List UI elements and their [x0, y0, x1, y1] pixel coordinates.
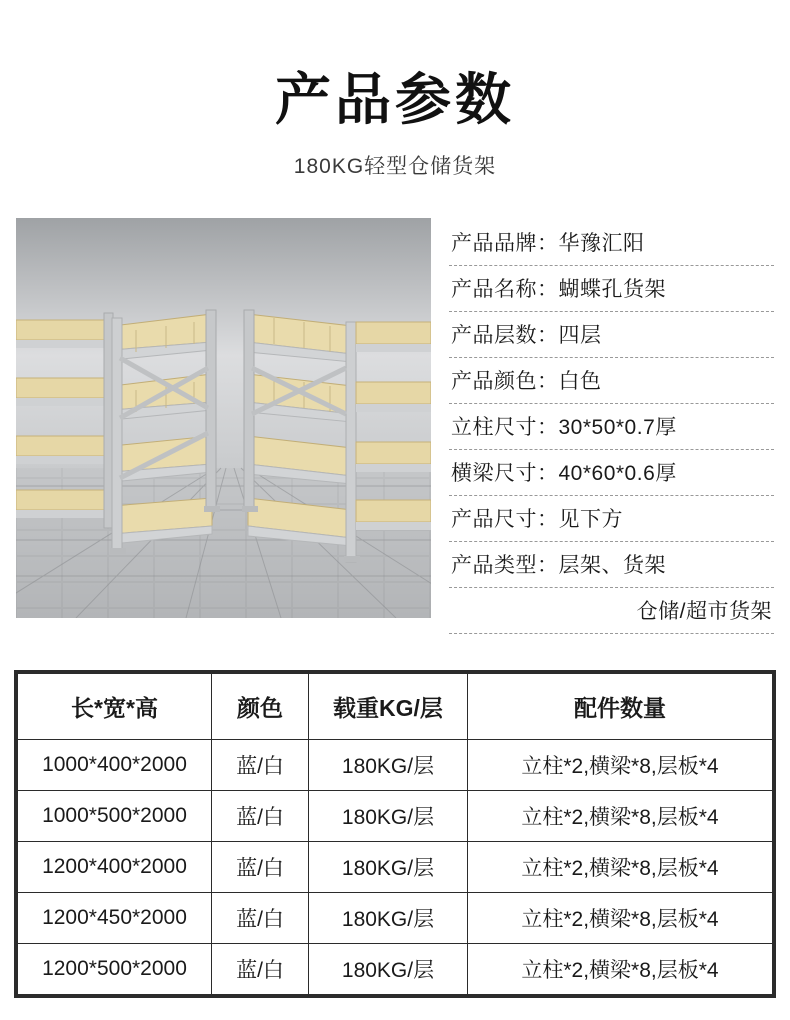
spec-row-column-size: 立柱尺寸：30*50*0.7厚: [449, 404, 774, 450]
table-header-accessories: 配件数量: [468, 674, 773, 740]
spec-row-brand: 产品品牌：华豫汇阳: [449, 220, 774, 266]
cell-load: 180KG/层: [309, 893, 468, 944]
cell-size: 1200*450*2000: [18, 893, 212, 944]
spec-row-layers: 产品层数：四层: [449, 312, 774, 358]
spec-row-type-continued: 仓储/超市货架: [449, 588, 774, 634]
table-header-load: 载重KG/层: [309, 674, 468, 740]
table-row: [18, 944, 773, 995]
page-title: 产品参数: [275, 68, 515, 131]
spec-row-beam-size: 横梁尺寸：40*60*0.6厚: [449, 450, 774, 496]
cell-size: 1000*500*2000: [18, 791, 212, 842]
page-header: [0, 0, 790, 180]
cell-size: 1200*500*2000: [18, 944, 212, 995]
spec-row-name: 产品名称：蝴蝶孔货架: [449, 266, 774, 312]
cell-accessories: 立柱*2,横梁*8,层板*4: [468, 842, 773, 893]
cell-color: 蓝/白: [212, 791, 309, 842]
table-row: [18, 842, 773, 893]
spec-row-product-size: 产品尺寸：见下方: [449, 496, 774, 542]
spec-row-type: 产品类型：层架、货架: [449, 542, 774, 588]
cell-size: 1000*400*2000: [18, 740, 212, 791]
page-subtitle: 180KG轻型仓储货架: [293, 155, 497, 178]
spec-table-body: [18, 740, 773, 995]
table-header-size: 长*宽*高: [18, 674, 212, 740]
cell-color: 蓝/白: [212, 842, 309, 893]
spec-row-color: 产品颜色：白色: [449, 358, 774, 404]
shelving-illustration: [16, 218, 431, 618]
cell-load: 180KG/层: [309, 842, 468, 893]
table-row: [18, 740, 773, 791]
cell-color: 蓝/白: [212, 893, 309, 944]
table-header-row: [18, 674, 773, 740]
cell-load: 180KG/层: [309, 740, 468, 791]
specs-list: [449, 218, 774, 634]
table-row: [18, 791, 773, 842]
cell-accessories: 立柱*2,横梁*8,层板*4: [468, 893, 773, 944]
spec-table-wrapper: [14, 670, 776, 998]
spec-table-head: [18, 674, 773, 740]
cell-size: 1200*400*2000: [18, 842, 212, 893]
warehouse-shelving-photo: [16, 218, 431, 618]
cell-color: 蓝/白: [212, 740, 309, 791]
cell-load: 180KG/层: [309, 791, 468, 842]
cell-accessories: 立柱*2,横梁*8,层板*4: [468, 740, 773, 791]
main-content: [0, 218, 790, 634]
table-header-color: 颜色: [212, 674, 309, 740]
cell-load: 180KG/层: [309, 944, 468, 995]
spec-table: [17, 673, 773, 995]
cell-color: 蓝/白: [212, 944, 309, 995]
cell-accessories: 立柱*2,横梁*8,层板*4: [468, 944, 773, 995]
cell-accessories: 立柱*2,横梁*8,层板*4: [468, 791, 773, 842]
table-row: [18, 893, 773, 944]
